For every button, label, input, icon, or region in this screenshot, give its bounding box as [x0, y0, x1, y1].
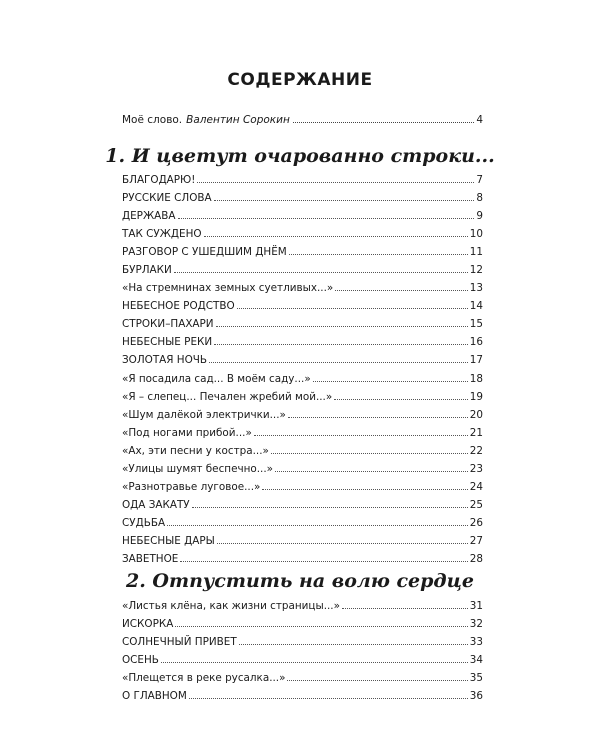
toc-entry[interactable] [122, 651, 483, 669]
toc-entry[interactable] [122, 279, 483, 297]
toc-entry[interactable] [122, 225, 483, 243]
toc-entry[interactable] [122, 597, 483, 615]
entry-title: «Разнотравье луговое...» [122, 480, 261, 493]
toc-entry[interactable] [122, 496, 483, 514]
entry-title: «Листья клёна, как жизни страницы...» [122, 600, 340, 612]
section-2-heading: 2. Отпустить на волю сердце [125, 570, 474, 592]
entry-page-number: 8 [476, 192, 483, 205]
dot-leader [197, 181, 474, 183]
entry-page-number: 9 [476, 210, 483, 223]
toc-entry[interactable] [122, 171, 483, 189]
entry-title: «Ах, эти песни у костра...» [122, 444, 269, 457]
entry-title: «Я – слепец... Печален жребий мой...» [122, 390, 333, 403]
dot-leader [209, 361, 468, 363]
toc-entry[interactable] [122, 370, 483, 388]
entry-title: «Я посадила сад... В моём саду...» [122, 372, 311, 385]
entry-page-number: 11 [469, 246, 483, 259]
toc-entry[interactable] [122, 406, 483, 424]
dot-leader [217, 542, 468, 544]
toc-entry[interactable] [122, 514, 483, 532]
dot-leader [214, 343, 468, 345]
intro-entry[interactable] [122, 114, 483, 130]
entry-page-number: 26 [469, 516, 483, 529]
toc-entry[interactable] [122, 550, 483, 568]
dot-leader [180, 560, 467, 562]
entry-title: «На стремнинах земных суетливых...» [122, 282, 334, 295]
entry-page-number: 22 [469, 444, 483, 457]
entry-title: БУРЛАКИ [122, 264, 172, 277]
entry-page-number: 17 [469, 354, 483, 367]
entry-title: РАЗГОВОР С УШЕДШИМ ДНЁМ [122, 246, 287, 259]
dot-leader [342, 607, 468, 609]
entry-page-number: 20 [469, 408, 483, 421]
entry-title: ИСКОРКА [122, 618, 174, 631]
intro-page-number: 4 [476, 114, 483, 126]
dot-leader [293, 122, 474, 123]
dot-leader [214, 199, 475, 201]
entry-page-number: 19 [469, 390, 483, 403]
entry-page-number: 25 [469, 498, 483, 511]
dot-leader [216, 325, 468, 327]
entry-title: «Плещется в реке русалка...» [122, 672, 286, 685]
entry-title: ЗОЛОТАЯ НОЧЬ [122, 354, 208, 367]
toc-entry[interactable] [122, 261, 483, 279]
entry-title: ТАК СУЖДЕНО [122, 228, 202, 241]
entry-page-number: 15 [469, 318, 483, 331]
dot-leader [334, 398, 468, 400]
entry-title: БЛАГОДАРЮ! [122, 174, 196, 186]
toc-entry[interactable] [122, 351, 483, 369]
entry-title: НЕБЕСНЫЕ РЕКИ [122, 336, 213, 349]
entry-page-number: 12 [469, 264, 483, 277]
entry-title: ОСЕНЬ [122, 654, 159, 667]
entry-title: ЗАВЕТНОЕ [122, 552, 179, 565]
dot-leader [167, 524, 468, 526]
entry-page-number: 35 [469, 672, 483, 685]
dot-leader [262, 488, 467, 490]
entry-page-number: 24 [469, 480, 483, 493]
dot-leader [161, 661, 468, 663]
toc-entry[interactable] [122, 424, 483, 442]
toc-entry[interactable] [122, 478, 483, 496]
toc-entry[interactable] [122, 687, 483, 705]
dot-leader [192, 506, 468, 508]
toc-entry[interactable] [122, 207, 483, 225]
entry-title: СТРОКИ–ПАХАРИ [122, 318, 214, 331]
entry-title: «Под ногами прибой...» [122, 426, 252, 439]
entry-title: ДЕРЖАВА [122, 210, 176, 223]
toc-entry[interactable] [122, 243, 483, 261]
intro-author: Валентин Сорокин [186, 114, 290, 126]
entry-title: СОЛНЕЧНЫЙ ПРИВЕТ [122, 636, 237, 649]
dot-leader [254, 434, 468, 436]
entry-title: О ГЛАВНОМ [122, 690, 187, 703]
entry-page-number: 33 [469, 636, 483, 649]
toc-entry[interactable] [122, 333, 483, 351]
toc-entry[interactable] [122, 532, 483, 550]
dot-leader [239, 643, 468, 645]
entry-page-number: 18 [469, 372, 483, 385]
dot-leader [204, 235, 468, 237]
entry-page-number: 32 [469, 618, 483, 631]
dot-leader [189, 697, 468, 699]
dot-leader [313, 380, 468, 382]
contents-title: СОДЕРЖАНИЕ [227, 70, 373, 90]
dot-leader [174, 271, 468, 273]
entry-page-number: 13 [469, 282, 483, 295]
dot-leader [275, 470, 468, 472]
entry-page-number: 23 [469, 462, 483, 475]
toc-entry[interactable] [122, 189, 483, 207]
toc-entry[interactable] [122, 297, 483, 315]
dot-leader [288, 416, 468, 418]
entry-title: РУССКИЕ СЛОВА [122, 192, 212, 205]
entry-page-number: 16 [469, 336, 483, 349]
section-1-entries [122, 171, 483, 568]
dot-leader [178, 217, 475, 219]
entry-title: «Шум далёкой электрички...» [122, 408, 286, 421]
entry-page-number: 10 [469, 228, 483, 241]
entry-page-number: 36 [469, 690, 483, 703]
toc-entry[interactable] [122, 633, 483, 651]
toc-entry[interactable] [122, 615, 483, 633]
dot-leader [271, 452, 468, 454]
entry-page-number: 34 [469, 654, 483, 667]
section-1-heading: 1. И цветут очарованно строки... [105, 145, 495, 167]
entry-title: ОДА ЗАКАТУ [122, 498, 190, 511]
toc-entry[interactable] [122, 669, 483, 687]
entry-page-number: 28 [469, 552, 483, 565]
toc-entry[interactable] [122, 460, 483, 478]
toc-entry[interactable] [122, 388, 483, 406]
dot-leader [287, 679, 467, 681]
entry-page-number: 14 [469, 300, 483, 313]
entry-page-number: 31 [469, 600, 483, 612]
entry-title: НЕБЕСНЫЕ ДАРЫ [122, 534, 215, 547]
dot-leader [289, 253, 468, 255]
intro-label: Моё слово. [122, 114, 183, 126]
dot-leader [335, 289, 468, 291]
entry-page-number: 21 [469, 426, 483, 439]
toc-entry[interactable] [122, 315, 483, 333]
section-2-entries [122, 597, 483, 705]
entry-page-number: 7 [476, 174, 483, 186]
entry-page-number: 27 [469, 534, 483, 547]
dot-leader [175, 625, 467, 627]
entry-title: «Улицы шумят беспечно...» [122, 462, 274, 475]
entry-title: СУДЬБА [122, 516, 166, 529]
toc-entry[interactable] [122, 442, 483, 460]
entry-title: НЕБЕСНОЕ РОДСТВО [122, 300, 235, 313]
dot-leader [237, 307, 468, 309]
